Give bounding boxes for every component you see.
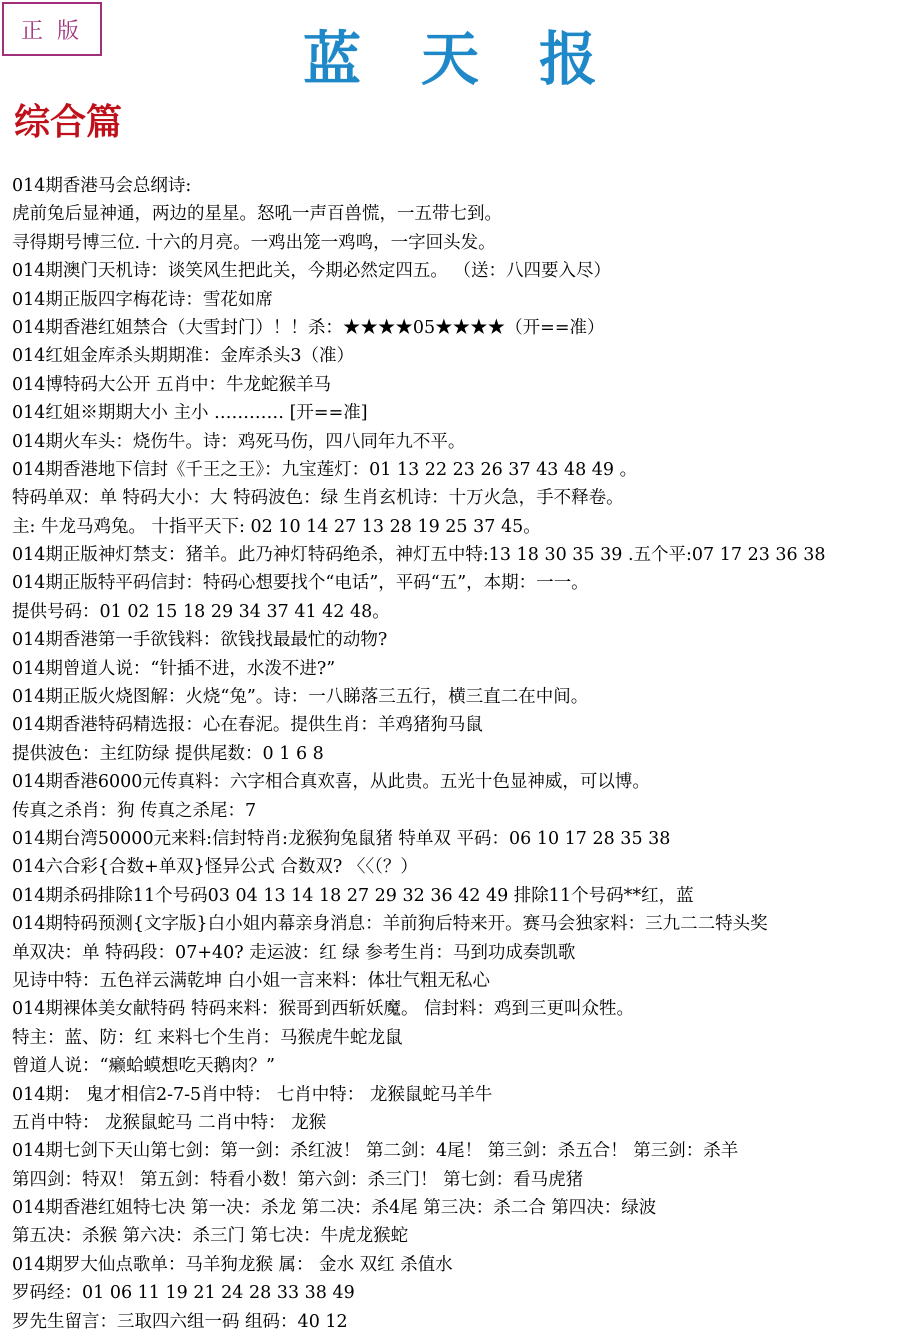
text-line: 014期澳门天机诗：谈笑风生把此关，今期必然定四五。 （送：八四要入尽） xyxy=(12,261,611,282)
text-line: 014六合彩{合数+单双}怪异公式 合数双? 〈〈（？） xyxy=(12,857,418,878)
text-line: 单双决：单 特码段：07+40? 走运波：红 绿 参考生肖：马到功成奏凯歌 xyxy=(12,942,576,963)
text-line: 014期： 鬼才相信2-7-5肖中特： 七肖中特： 龙猴鼠蛇马羊牛 xyxy=(12,1084,493,1105)
edition-badge: 正版 xyxy=(2,2,102,56)
text-line: 传真之杀肖：狗 传真之杀尾：7 xyxy=(12,800,257,821)
text-line: 014期正版四字梅花诗：雪花如席 xyxy=(12,289,273,310)
text-line: 014期香港红姐禁合（大雪封门）！！杀：★★★★05★★★★（开==准） xyxy=(12,317,605,338)
text-line: 014期正版火烧图解：火烧“兔”。诗：一八睇落三五行，横三直二在中间。 xyxy=(12,687,589,708)
text-line: 014期特码预测{文字版}白小姐内幕亲身消息：羊前狗后特来开。赛马会独家料：三九二二特头奖 xyxy=(12,914,768,935)
text-line: 014期香港特码精选报：心在春泥。提供生肖：羊鸡猪狗马鼠 xyxy=(12,715,483,736)
text-line: 五肖中特： 龙猴鼠蛇马 二肖中特： 龙猴 xyxy=(12,1112,327,1133)
text-line: 014期香港马会总纲诗: xyxy=(12,176,192,196)
text-line: 014期杀码排除11个号码03 04 13 14 18 27 29 32 36 42 49 排除11个号码**红，蓝 xyxy=(12,885,694,906)
text-line: 014博特码大公开 五肖中：牛龙蛇猴羊马 xyxy=(12,374,331,395)
text-line: 寻得期号博三位. 十六的月亮。一鸡出笼一鸡鸣，一字回头发。 xyxy=(12,232,496,253)
text-line: 特码单双：单 特码大小：大 特码波色：绿 生肖玄机诗：十万火急，手不释卷。 xyxy=(12,488,624,509)
masthead-title: 蓝天报 xyxy=(302,25,657,93)
text-line: 提供号码：01 02 15 18 29 34 37 41 42 48。 xyxy=(12,601,390,622)
text-line: 虎前兔后显神通，两边的星星。怒吼一声百兽慌，一五带七到。 xyxy=(12,204,502,225)
text-line: 014期香港红姐特七决 第一决：杀龙 第二决：杀4尾 第三决：杀二合 第四决：绿波 xyxy=(12,1198,657,1219)
text-line: 014期香港6000元传真料：六字相合真欢喜，从此贵。五光十色显神威，可以博。 xyxy=(12,772,650,793)
section-heading: 综合篇 xyxy=(14,101,123,143)
text-line: 特主：蓝、防：红 来料七个生肖：马猴虎牛蛇龙鼠 xyxy=(12,1027,403,1048)
text-line: 罗先生留言：三取四六组一码 组码：40 12 xyxy=(12,1311,348,1332)
text-line: 主: 牛龙马鸡兔。 十指平天下: 02 10 14 27 13 28 19 25 37 45。 xyxy=(12,516,541,537)
text-line: 014红姐金库杀头期期准：金库杀头3（准） xyxy=(12,346,355,367)
text-line: 014期台湾50000元来料:信封特肖:龙猴狗兔鼠猪 特单双 平码：06 10 17 28 35 38 xyxy=(12,828,671,849)
text-line: 提供波色：主红防绿 提供尾数：0 1 6 8 xyxy=(12,743,324,764)
text-line: 014期罗大仙点歌单：马羊狗龙猴 属： 金水 双红 杀值水 xyxy=(12,1254,453,1275)
text-line: 014期七剑下天山第七剑：第一剑：杀红波！ 第二剑：4尾！ 第三剑：杀五合！ 第三剑：杀羊 xyxy=(12,1141,739,1162)
text-line: 见诗中特：五色祥云满乾坤 白小姐一言来料：体壮气粗无私心 xyxy=(12,970,491,991)
text-line: 014红姐※期期大小 主小 ………… [开==准] xyxy=(12,403,368,424)
text-line: 第四剑：特双！ 第五剑：特看小数！第六剑：杀三门！ 第七剑：看马虎猪 xyxy=(12,1169,584,1190)
text-line: 曾道人说：“癞蛤蟆想吃天鹅肉？” xyxy=(12,1056,275,1077)
text-line: 第五决：杀猴 第六决：杀三门 第七决：牛虎龙猴蛇 xyxy=(12,1226,409,1247)
article-body xyxy=(12,172,898,1336)
text-line: 014期曾道人说：“针插不进，水泼不进?” xyxy=(12,658,336,679)
text-line: 014期裸体美女献特码 特码来料：猴哥到西斩妖魔。 信封料：鸡到三更叫众牲。 xyxy=(12,999,635,1020)
text-line: 014期香港地下信封《千王之王》：九宝莲灯：01 13 22 23 26 37 43 48 49 。 xyxy=(12,459,638,480)
text-line: 014期正版特平码信封：特码心想要找个“电话”，平码“五”，本期：一一。 xyxy=(12,573,589,594)
text-line: 014期正版神灯禁支：猪羊。此乃神灯特码绝杀，神灯五中特:13 18 30 35 39 .五个平:07 17 23 36 38 xyxy=(12,545,826,566)
text-line: 014期火车头：烧伤牛。诗：鸡死马伤，四八同年九不平。 xyxy=(12,431,466,452)
text-line: 014期香港第一手欲钱料：欲钱找最最忙的动物? xyxy=(12,630,388,651)
text-line: 罗码经：01 06 11 19 21 24 28 33 38 49 xyxy=(12,1283,355,1304)
